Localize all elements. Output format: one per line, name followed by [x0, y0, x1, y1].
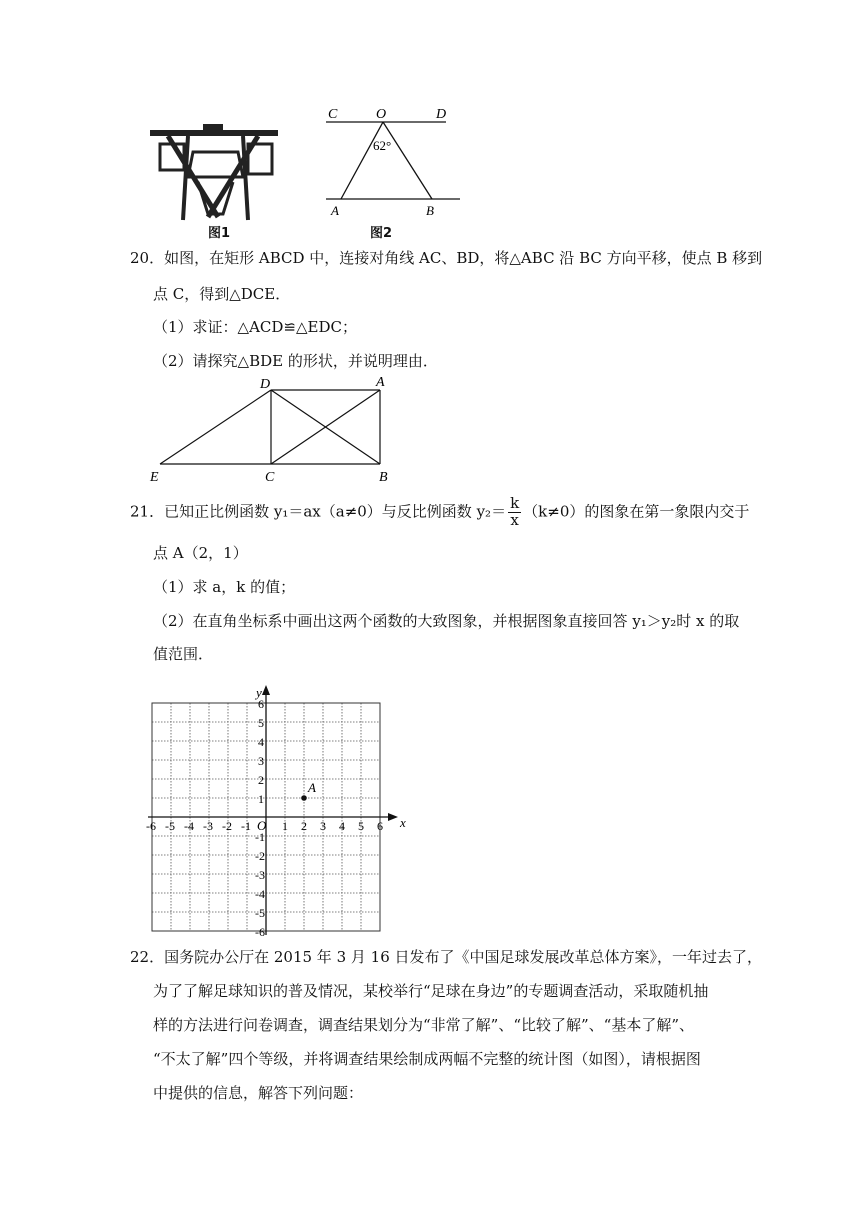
- label-angle: 62°: [373, 138, 392, 153]
- y-tick-label: -5: [255, 906, 265, 920]
- coordinate-grid: [142, 668, 412, 939]
- x-axis-arrow: [388, 813, 398, 821]
- y-tick-label: -4: [255, 887, 265, 901]
- y-tick-label: 2: [258, 773, 264, 787]
- x-tick-label: 5: [358, 819, 364, 833]
- y-tick-label: 6: [258, 697, 264, 711]
- q20-part1: （1）求证：△ACD≌△EDC；: [153, 318, 357, 336]
- q22-text-line1: 国务院办公厅在 2015 年 3 月 16 日发布了《中国足球发展改革总体方案》，一年过去了，: [164, 948, 763, 966]
- q21-part1: （1）求 a，k 的值；: [153, 578, 296, 596]
- q21-number: 21．: [130, 502, 165, 521]
- fraction-denominator: x: [510, 510, 519, 529]
- q22-text-line4: “不太了解”四个等级，并将调查结果绘制成两幅不完整的统计图（如图），请根据图: [153, 1050, 701, 1068]
- x-tick-label: -3: [203, 819, 213, 833]
- x-tick-label: -6: [146, 819, 156, 833]
- y-tick-label: 1: [258, 792, 264, 806]
- figure-1-caption: 图1: [208, 226, 231, 241]
- q20-text-line2: 点 C，得到△DCE．: [153, 285, 291, 303]
- x-tick-label: 3: [320, 819, 326, 833]
- q20-rectangle-figure: [140, 375, 410, 485]
- label-D: D: [436, 107, 447, 122]
- y-tick-label: -6: [255, 925, 265, 939]
- q20-number: 20．: [130, 249, 165, 267]
- label-C: C: [328, 107, 338, 122]
- figure-2-triangle: [318, 100, 468, 220]
- figure-1-clothes-rack: [148, 122, 280, 222]
- y-tick-label: -3: [255, 868, 265, 882]
- label-E: E: [150, 470, 159, 485]
- q21-part2-line2: 值范围．: [153, 645, 214, 663]
- q21-text-line2: 点 A（2，1）: [153, 544, 248, 562]
- y-tick-label: 4: [258, 735, 264, 749]
- axis-x-label: x: [400, 815, 406, 830]
- figure-2-caption: 图2: [370, 226, 393, 241]
- label-D: D: [260, 377, 271, 392]
- fraction-numerator: k: [510, 494, 520, 512]
- q20-part2: （2）请探究△BDE 的形状，并说明理由．: [153, 352, 438, 370]
- y-tick-label: -2: [255, 849, 265, 863]
- q20-line1: [130, 247, 762, 268]
- y-tick-label: 3: [258, 754, 264, 768]
- q21-text-b: （k≠0）的图象在第一象限内交于: [523, 502, 750, 521]
- x-tick-label: -2: [222, 819, 232, 833]
- q22-text-line2: 为了了解足球知识的普及情况，某校举行“足球在身边”的专题调查活动，采取随机抽: [153, 982, 709, 1000]
- q22-line1: [130, 946, 762, 967]
- label-A: A: [331, 203, 339, 218]
- y-tick-label: -1: [255, 830, 265, 844]
- q21-text-a: 已知正比例函数 y₁＝ax（a≠0）与反比例函数 y₂＝: [164, 502, 507, 521]
- x-tick-label: 4: [339, 819, 345, 833]
- x-tick-label: 6: [377, 819, 383, 833]
- point-A: [301, 795, 307, 801]
- label-B: B: [426, 203, 434, 218]
- y-axis-arrow: [262, 685, 270, 695]
- q21-part2-line1: （2）在直角坐标系中画出这两个函数的大致图象，并根据图象直接回答 y₁＞y₂时 x 的取: [153, 612, 740, 630]
- q22-text-line5: 中提供的信息，解答下列问题：: [153, 1084, 364, 1102]
- label-B: B: [379, 470, 388, 485]
- y-tick-label: 5: [258, 716, 264, 730]
- x-tick-label: 2: [301, 819, 307, 833]
- label-A: A: [376, 375, 385, 390]
- q22-text-line3: 样的方法进行问卷调查，调查结果划分为“非常了解”、“比较了解”、“基本了解”、: [153, 1016, 695, 1034]
- x-tick-label: -1: [241, 819, 251, 833]
- fraction-k-over-x: [508, 496, 521, 529]
- origin-label: O: [257, 818, 267, 833]
- point-A-label: A: [308, 780, 316, 795]
- label-O: O: [376, 107, 387, 122]
- x-tick-label: -5: [165, 819, 175, 833]
- label-C: C: [265, 470, 275, 485]
- x-tick-label: -4: [184, 819, 194, 833]
- axis-y-label: y: [256, 685, 262, 700]
- x-tick-label: 1: [282, 819, 288, 833]
- q20-text-line1: 如图，在矩形 ABCD 中，连接对角线 AC、BD，将△ABC 沿 BC 方向平移，使点 B 移到: [164, 249, 763, 267]
- q21-line1: [130, 496, 749, 529]
- q22-number: 22．: [130, 948, 165, 966]
